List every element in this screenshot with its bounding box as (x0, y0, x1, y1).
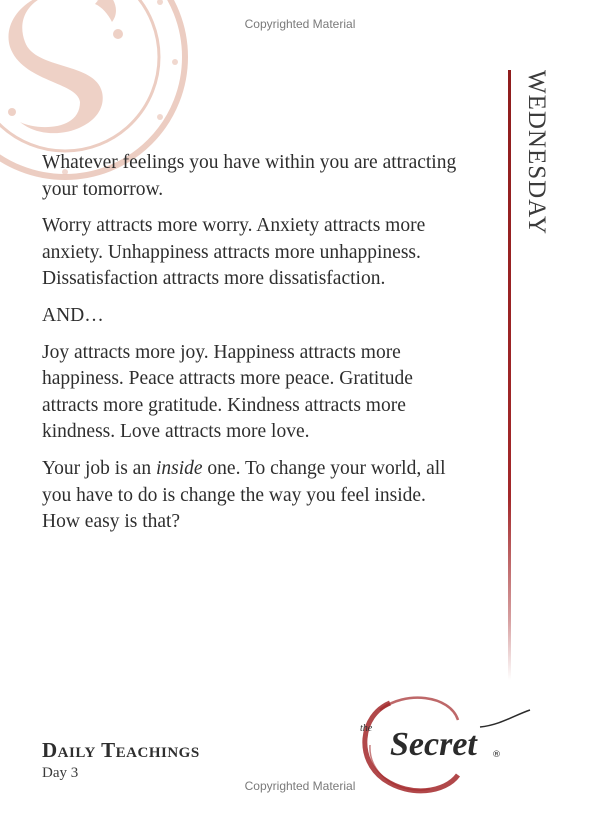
paragraph-text: one. To change your world, all you have to do is change the way you feel inside. How easy is that? (42, 457, 446, 533)
paragraph-text: Your job is an (42, 457, 156, 479)
paragraph: Worry attracts more worry. Anxiety attracts more anxiety. Unhappiness attracts more unhappiness. Dissatisfaction attracts more dissatisfaction. (42, 215, 426, 290)
teaching-text (42, 150, 462, 546)
logo-wordmark: Secret (390, 726, 477, 763)
paragraph (42, 456, 462, 536)
vertical-red-rule (508, 70, 511, 680)
weekday-heading: WEDNESDAY (523, 70, 550, 236)
registered-mark: ® (492, 750, 501, 760)
paragraph: AND… (42, 304, 104, 326)
logo-the: the (360, 723, 373, 734)
paragraph: Whatever feelings you have within you are attracting your tomorrow. (42, 152, 457, 200)
emphasized-word: inside (155, 457, 203, 479)
copyright-watermark-top: Copyrighted Material (244, 17, 356, 31)
day-number: Day 3 (42, 765, 79, 781)
paragraph: Joy attracts more joy. Happiness attracts more happiness. Peace attracts more peace. Gratitude attracts more gratitude. Kindness attracts more kindness. Love attracts more love. (42, 341, 413, 443)
copyright-watermark-bottom: Copyrighted Material (244, 779, 356, 793)
series-title: Daily Teachings (42, 738, 200, 762)
